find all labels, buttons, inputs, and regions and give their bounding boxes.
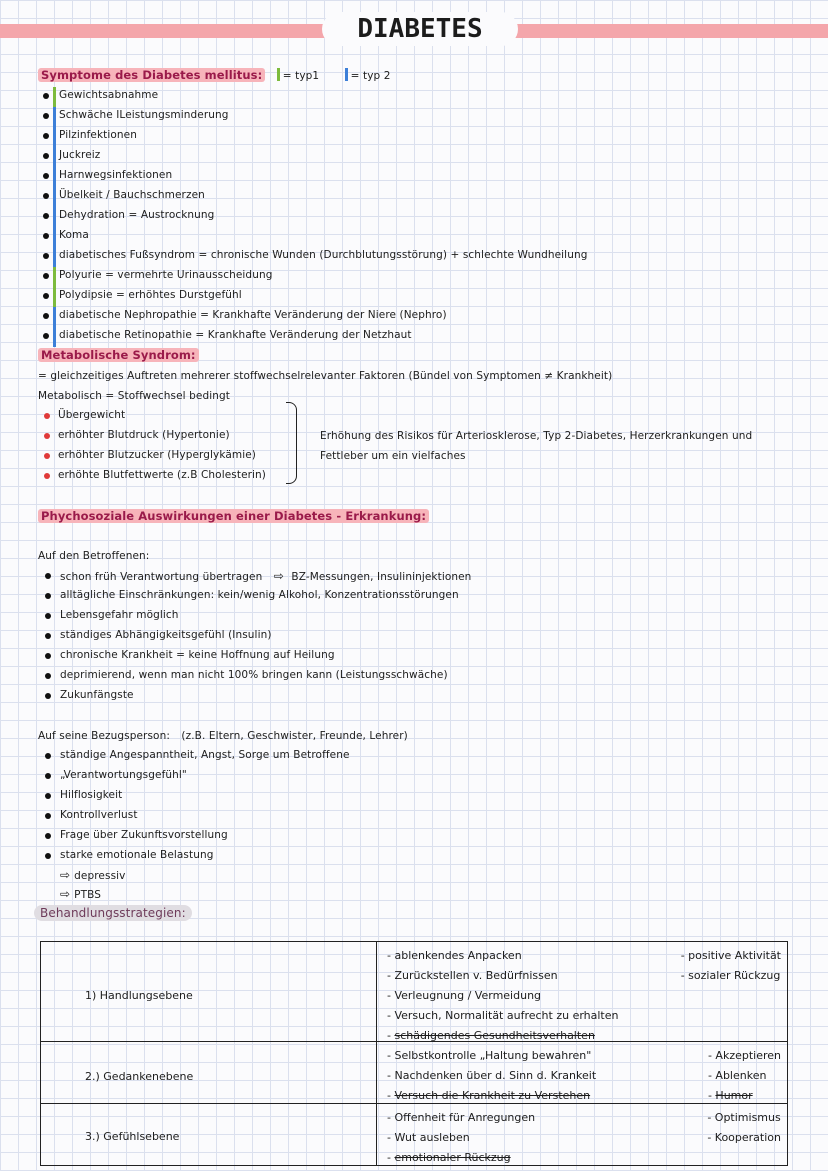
legend-typ2-label: = typ 2 (350, 70, 391, 82)
typ2-color-swatch (345, 68, 348, 81)
strategies-right (707, 1108, 781, 1148)
level-content-cell (377, 1104, 788, 1166)
list-item: - sozialer Rückzug (680, 969, 781, 982)
list-item: Polyurie = vermehrte Urinausscheidung (59, 269, 273, 281)
table-row (41, 1104, 788, 1166)
bullet (45, 593, 51, 599)
psycho-heading: Phychosoziale Auswirkungen einer Diabetes - Erkrankung: (38, 509, 429, 523)
type-indicator-bar (53, 187, 56, 207)
treatment-table (40, 941, 788, 1166)
list-item: Gewichtsabnahme (59, 89, 159, 101)
list-item: - Optimismus (707, 1111, 781, 1124)
metabolic-definition: = gleichzeitiges Auftreten mehrerer stoffwechselrelevanter Faktoren (Bündel von Symptomen ≠ Krankheit) (38, 370, 613, 382)
bullet (43, 173, 49, 179)
type-indicator-bar (53, 287, 56, 307)
psycho-heading-row (38, 509, 429, 523)
caregiver-result-text: PTBS (74, 889, 101, 901)
affected-first-result: BZ-Messungen, Insulininjektionen (291, 571, 472, 583)
list-item: Frage über Zukunftsvorstellung (60, 829, 228, 841)
bullet (45, 853, 51, 859)
type-indicator-bar (53, 267, 56, 287)
list-item: Polydipsie = erhöhtes Durstgefühl (59, 289, 242, 301)
list-item: erhöhter Blutzucker (Hyperglykämie) (58, 449, 257, 461)
list-item: - Offenheit für Anregungen (387, 1111, 536, 1124)
list-item: - Selbstkontrolle „Haltung bewahren" (387, 1049, 592, 1062)
bullet (45, 793, 51, 799)
list-item: deprimierend, wenn man nicht 100% bringen kann (Leistungsschwäche) (60, 669, 448, 681)
list-item: - Versuch die Krankheit zu Verstehen (387, 1089, 591, 1102)
metabolic-consequence-1: Erhöhung des Risikos für Arteriosklerose, Typ 2-Diabetes, Herzerkrankungen und (320, 430, 753, 442)
bullet (44, 453, 50, 459)
bullet (45, 673, 51, 679)
bullet (43, 153, 49, 159)
typ1-color-swatch (277, 68, 280, 81)
list-item: Lebensgefahr möglich (60, 609, 179, 621)
bullet (43, 233, 49, 239)
bullet (43, 253, 49, 259)
list-item: Kontrollverlust (60, 809, 138, 821)
arrow-right-icon: ⇨ (60, 887, 71, 901)
list-item: „Verantwortungsgefühl" (60, 769, 187, 781)
legend-typ1 (277, 70, 319, 82)
caregiver-result-text: depressiv (74, 870, 126, 882)
list-item: - schädigendes Gesundheitsverhalten (387, 1029, 595, 1042)
level-label-cell (41, 942, 377, 1042)
bullet (44, 433, 50, 439)
strategies-left (387, 1046, 596, 1106)
level-label-cell (41, 1042, 377, 1104)
list-item: ständige Angespanntheit, Angst, Sorge um Betroffene (60, 749, 350, 761)
type-indicator-bar (53, 307, 56, 327)
list-item: - Humor (707, 1089, 753, 1102)
list-item: Harnwegsinfektionen (59, 169, 173, 181)
list-item: chronische Krankheit = keine Hoffnung auf Heilung (60, 649, 335, 661)
page-title: DIABETES (322, 12, 518, 46)
list-item: Koma (59, 229, 89, 241)
bullet (43, 333, 49, 339)
bullet (43, 213, 49, 219)
list-item: - Ablenken (707, 1069, 767, 1082)
affected-heading: Auf den Betroffenen: (38, 550, 150, 562)
bullet (45, 613, 51, 619)
symptoms-heading-row (38, 68, 391, 82)
list-item: Übergewicht (58, 409, 126, 421)
bullet (43, 113, 49, 119)
bullet (45, 773, 51, 779)
list-item: - positive Aktivität (680, 949, 781, 962)
list-item: Schwäche ILeistungsminderung (59, 109, 229, 121)
list-item: diabetische Nephropathie = Krankhafte Veränderung der Niere (Nephro) (59, 309, 447, 321)
type-indicator-bar (53, 247, 56, 267)
list-item: Dehydration = Austrocknung (59, 209, 215, 221)
affected-first-text: schon früh Verantwortung übertragen (60, 571, 263, 583)
bullet (44, 413, 50, 419)
type-indicator-bar (53, 107, 56, 127)
type-indicator-bar (53, 167, 56, 187)
list-item: erhöhte Blutfettwerte (z.B Cholesterin) (58, 469, 267, 481)
type-indicator-bar (53, 227, 56, 247)
caregiver-heading: Auf seine Bezugsperson: (38, 730, 170, 742)
list-item: Übelkeit / Bauchschmerzen (59, 189, 205, 201)
table-row (41, 1042, 788, 1104)
list-item: diabetisches Fußsyndrom = chronische Wunden (Durchblutungsstörung) + schlechte Wundheilung (59, 249, 588, 261)
strategies-left (387, 946, 619, 1046)
list-item: Pilzinfektionen (59, 129, 137, 141)
metabolic-note: Metabolisch = Stoffwechsel bedingt (38, 390, 230, 402)
legend-typ1-label: = typ1 (282, 70, 320, 82)
list-item: erhöhter Blutdruck (Hypertonie) (58, 429, 230, 441)
affected-first-item (60, 569, 471, 583)
strategies-right (708, 1046, 781, 1106)
list-item: starke emotionale Belastung (60, 849, 214, 861)
list-item: ständiges Abhängigkeitsgefühl (Insulin) (60, 629, 272, 641)
caregiver-result-2 (60, 887, 101, 901)
type-indicator-bar (53, 327, 56, 347)
symptoms-heading: Symptome des Diabetes mellitus: (38, 68, 265, 82)
list-item: Hilflosigkeit (60, 789, 123, 801)
bullet (43, 93, 49, 99)
list-item: Juckreiz (59, 149, 101, 161)
type-indicator-bar (53, 127, 56, 147)
level-content-cell (377, 1042, 788, 1104)
bullet (45, 813, 51, 819)
caregiver-heading-row (38, 730, 408, 742)
treatment-heading-row (34, 906, 192, 920)
list-item: - Verleugnung / Vermeidung (387, 989, 542, 1002)
list-item: diabetische Retinopathie = Krankhafte Veränderung der Netzhaut (59, 329, 412, 341)
strategies-left (387, 1108, 535, 1168)
bullet (43, 313, 49, 319)
list-item: - Wut ausleben (387, 1131, 470, 1144)
level-content-cell (377, 942, 788, 1042)
type-indicator-bar (53, 147, 56, 167)
level-label: 3.) Gefühlsebene (85, 1130, 180, 1143)
type-indicator-bar (53, 87, 56, 107)
bullet (43, 293, 49, 299)
level-label: 1) Handlungsebene (85, 989, 193, 1002)
strategies-right (681, 946, 781, 986)
list-item: Zukunfängste (60, 689, 134, 701)
level-label: 2.) Gedankenebene (85, 1070, 194, 1083)
list-item: - Zurückstellen v. Bedürfnissen (387, 969, 558, 982)
list-item: - ablenkendes Anpacken (387, 949, 522, 962)
arrow-right-icon: ⇨ (273, 569, 284, 583)
list-item: - Nachdenken über d. Sinn d. Krankeit (387, 1069, 597, 1082)
level-label-cell (41, 1104, 377, 1166)
bullet (45, 653, 51, 659)
bullet (45, 753, 51, 759)
list-item: alltägliche Einschränkungen: kein/wenig Alkohol, Konzentrationsstörungen (60, 589, 459, 601)
arrow-right-icon: ⇨ (60, 868, 71, 882)
list-item: - emotionaler Rückzug (387, 1151, 511, 1164)
bullet (45, 693, 51, 699)
grouping-brace (286, 402, 297, 484)
list-item: - Akzeptieren (707, 1049, 781, 1062)
metabolic-heading: Metabolische Syndrom: (38, 348, 199, 362)
list-item: - Kooperation (707, 1131, 781, 1144)
bullet (43, 133, 49, 139)
treatment-heading: Behandlungsstrategien: (34, 905, 192, 921)
metabolic-heading-row (38, 348, 199, 362)
bullet (45, 573, 51, 579)
bullet (43, 273, 49, 279)
caregiver-result-1 (60, 868, 125, 882)
table-row (41, 942, 788, 1042)
bullet (44, 473, 50, 479)
metabolic-consequence-2: Fettleber um ein vielfaches (320, 450, 466, 462)
caregiver-examples: (z.B. Eltern, Geschwister, Freunde, Lehrer) (181, 730, 408, 742)
type-indicator-bar (53, 207, 56, 227)
bullet (43, 193, 49, 199)
bullet (45, 633, 51, 639)
list-item: - Versuch, Normalität aufrecht zu erhalten (387, 1009, 619, 1022)
legend-typ2 (345, 70, 391, 82)
bullet (45, 833, 51, 839)
